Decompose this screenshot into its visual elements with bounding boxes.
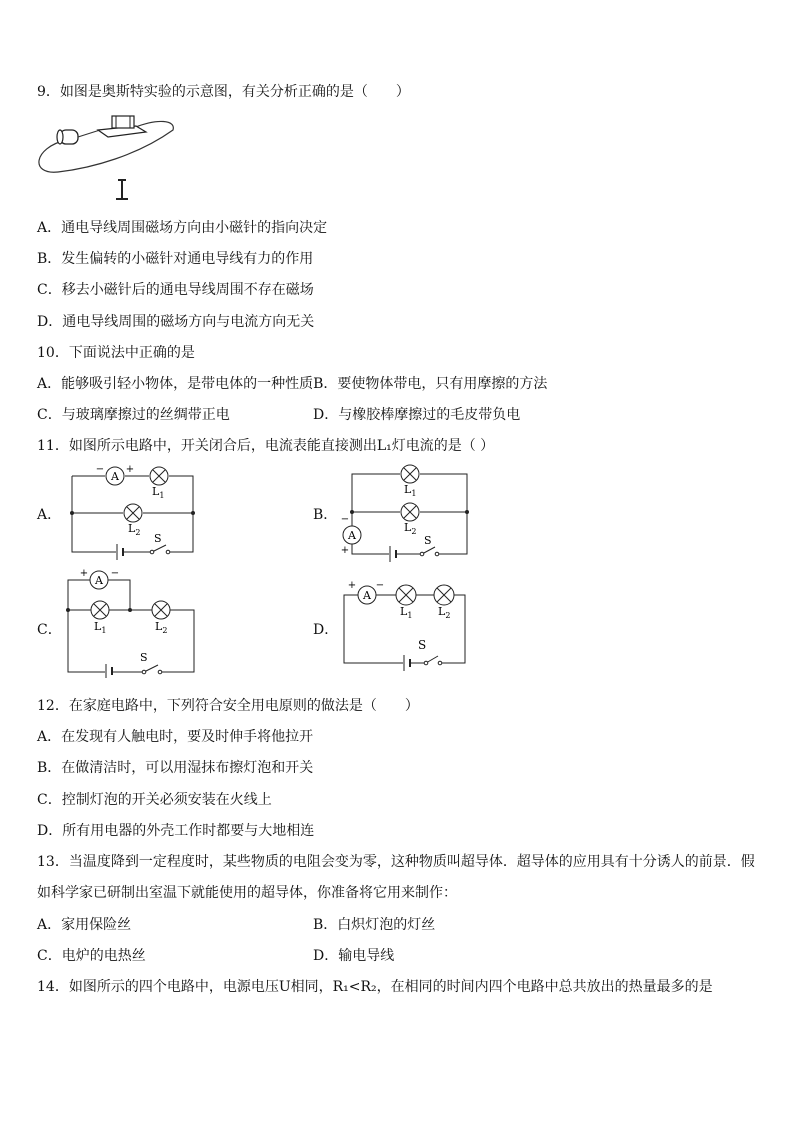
svg-text:L2: $L_2$ — [404, 521, 417, 536]
svg-text:−: − — [340, 514, 350, 525]
q10-option-ab: A．能够吸引轻小物体，是带电体的一种性质B．要使物体带电，只有用摩擦的方法 — [37, 376, 548, 392]
q12-stem: 12．在家庭电路中，下列符合安全用电原则的做法是（ ） — [37, 698, 419, 714]
figure-compass-stand — [116, 180, 128, 199]
circuit-c — [60, 568, 205, 678]
circuit-b-lamp-l2 — [401, 503, 419, 521]
q9-option-c: C．移去小磁针后的通电导线周围不存在磁场 — [37, 282, 314, 298]
svg-text:+: + — [79, 568, 89, 579]
q9-stem: 9．如图是奥斯特实验的示意图，有关分析正确的是（ ） — [37, 84, 410, 100]
svg-text:L2: $L_2$ — [128, 522, 141, 537]
circuit-b-lamp-l1 — [401, 465, 419, 483]
q13-option-c: C．电炉的电热丝 — [37, 948, 146, 964]
svg-text:−: − — [95, 464, 105, 475]
circuit-d-switch-label: S — [418, 638, 427, 652]
circuit-b-switch-label: S — [424, 534, 432, 547]
q12-option-c: C．控制灯泡的开关必须安装在火线上 — [37, 792, 272, 808]
svg-text:+: + — [125, 464, 135, 475]
figure-switch-knife — [112, 116, 134, 128]
q11-label-a: A． — [37, 507, 62, 523]
q11-label-d: D． — [313, 622, 339, 638]
q14-stem: 14．如图所示的四个电路中，电源电压U相同，R₁<R₂，在相同的时间内四个电路中总共放出的热量最多的是 — [37, 979, 713, 995]
circuit-d — [338, 575, 473, 675]
circuit-b — [337, 462, 472, 562]
q12-option-a: A．在发现有人触电时，要及时伸手将他拉开 — [37, 729, 314, 745]
q13-option-a: A．家用保险丝 — [37, 917, 132, 933]
svg-text:L1: $L_1$ — [404, 483, 417, 498]
q11-label-c: C． — [37, 622, 62, 638]
circuit-a-lamp-l1 — [150, 467, 168, 485]
oersted-experiment-figure — [38, 110, 178, 202]
q10-option-d: D．与橡胶棒摩擦过的毛皮带负电 — [313, 407, 521, 423]
circuit-a-ammeter-label: A — [111, 470, 119, 483]
circuit-c-ammeter-label: A — [95, 574, 103, 587]
svg-text:L1: $L_1$ — [94, 620, 107, 635]
circuit-d-ammeter-label: A — [363, 589, 371, 602]
q13-option-d: D．输电导线 — [313, 948, 395, 964]
svg-text:+: + — [347, 580, 357, 591]
circuit-a — [60, 462, 205, 562]
q11-label-b: B． — [313, 507, 338, 523]
q10-stem: 10．下面说法中正确的是 — [37, 345, 195, 361]
svg-text:+: + — [340, 545, 350, 556]
circuit-a-switch — [152, 545, 166, 552]
circuit-d-lamp-l1 — [396, 585, 416, 605]
q12-option-d: D．所有用电器的外壳工作时都要与大地相连 — [37, 823, 315, 839]
svg-text:−: − — [110, 568, 120, 579]
circuit-d-lamp-l2 — [434, 585, 454, 605]
svg-text:L1: $L_1$ — [152, 485, 165, 500]
q9-option-b: B．发生偏转的小磁针对通电导线有力的作用 — [37, 251, 314, 267]
circuit-c-switch — [144, 665, 158, 672]
q10-option-c: C．与玻璃摩擦过的丝绸带正电 — [37, 407, 230, 423]
circuit-b-ammeter-label: A — [348, 529, 356, 542]
circuit-c-lamp-l1 — [91, 601, 109, 619]
q9-option-d: D．通电导线周围的磁场方向与电流方向无关 — [37, 314, 315, 330]
svg-text:−: − — [375, 580, 385, 591]
circuit-c-lamp-l2 — [152, 601, 170, 619]
circuit-a-lamp-l2 — [124, 504, 142, 522]
circuit-c-switch-label: S — [140, 651, 148, 664]
q9-option-a: A．通电导线周围磁场方向由小磁针的指向决定 — [37, 220, 328, 236]
q13-stem-line1: 13．当温度降到一定程度时，某些物质的电阻会变为零，这种物质叫超导体．超导体的应用具有十分诱人的前景．假 — [37, 854, 755, 870]
q13-option-b: B．白炽灯泡的灯丝 — [313, 917, 436, 933]
svg-text:L2: $L_2$ — [155, 620, 168, 635]
q11-stem: 11．如图所示电路中，开关闭合后，电流表能直接测出L₁灯电流的是（ ） — [37, 438, 495, 454]
q12-option-b: B．在做清洁时，可以用湿抹布擦灯泡和开关 — [37, 760, 314, 776]
svg-text:L1: $L_1$ — [400, 605, 413, 620]
q13-stem-line2: 如科学家已研制出室温下就能使用的超导体，你准备将它用来制作： — [37, 885, 457, 901]
svg-text:L2: $L_2$ — [438, 605, 451, 620]
circuit-a-switch-label: S — [154, 532, 162, 545]
